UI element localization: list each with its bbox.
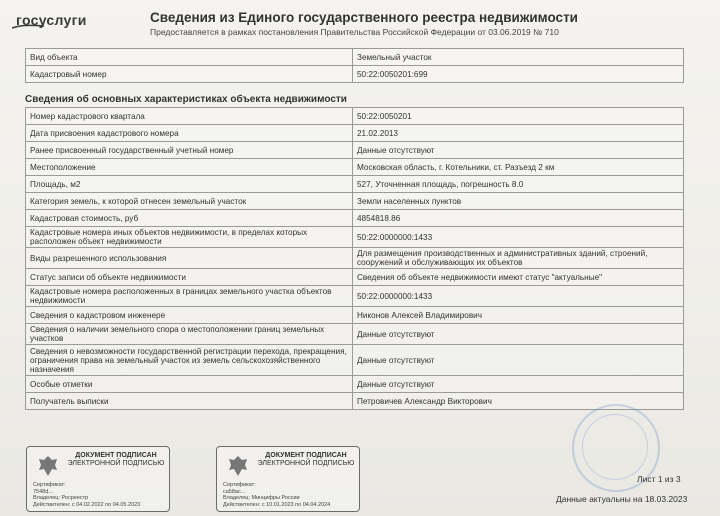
row-key: Вид объекта: [26, 49, 353, 66]
table-row: [26, 193, 684, 210]
row-key: Номер кадастрового квартала: [26, 108, 353, 125]
stamp-title: ДОКУМЕНТ ПОДПИСАН: [75, 452, 157, 459]
table-row: [26, 393, 684, 410]
row-value: Земельный участок: [353, 49, 684, 66]
table-row: [26, 269, 684, 286]
row-value: Данные отсутствуют: [353, 324, 684, 345]
row-value: Для размещения производственных и административных зданий, строений, сооружений и обслуживающих их объектов: [353, 248, 684, 269]
stamp-valid: Действителен: с 04.02.2022 по 04.05.2023: [33, 501, 141, 508]
row-value: 4854818.86: [353, 210, 684, 227]
table-row: [26, 108, 684, 125]
row-key: Особые отметки: [26, 376, 353, 393]
table-row: [26, 307, 684, 324]
table-row: [26, 286, 684, 307]
table-row: [26, 159, 684, 176]
stamp-cert-label: Сертификат:: [223, 482, 256, 488]
row-value: Никонов Алексей Владимирович: [353, 307, 684, 324]
row-key: Кадастровые номера расположенных в границах земельного участка объектов недвижимости: [26, 286, 353, 307]
stamp-owner: Владелец: Минцифры России: [223, 495, 300, 501]
sheet-number: Лист 1 из 3: [637, 474, 681, 484]
stamp-cert-id: ca58ac...: [223, 488, 246, 495]
row-value: 50:22:0000000:1433: [353, 286, 684, 307]
stamp-owner: Владелец: Росреестр: [33, 495, 89, 501]
data-actual-date: Данные актуальны на 18.03.2023: [556, 494, 688, 504]
stamp-subtitle: ЭЛЕКТРОННОЙ ПОДПИСЬЮ: [257, 460, 355, 467]
row-value: 50:22:0050201:699: [353, 66, 684, 83]
row-key: Ранее присвоенный государственный учетный номер: [26, 142, 353, 159]
table-row: [26, 66, 684, 83]
object-table: [25, 48, 684, 83]
row-key: Статус записи об объекте недвижимости: [26, 269, 353, 286]
row-key: Дата присвоения кадастрового номера: [26, 125, 353, 142]
row-value: 50:22:0000000:1433: [353, 227, 684, 248]
document-title: Сведения из Единого государственного реестра недвижимости: [150, 10, 578, 25]
coat-of-arms-icon: [35, 453, 61, 479]
row-value: Данные отсутствуют: [353, 376, 684, 393]
row-key: Категория земель, к которой отнесен земельный участок: [26, 193, 353, 210]
row-value: Данные отсутствуют: [353, 142, 684, 159]
table-row: [26, 227, 684, 248]
row-value: 50:22:0050201: [353, 108, 684, 125]
row-value: 527, Уточненная площадь, погрешность 8.0: [353, 176, 684, 193]
characteristics-table: [25, 107, 684, 410]
document-subtitle: Предоставляется в рамках постановления Правительства Российской Федерации от 03.06.2019 № 710: [150, 27, 559, 37]
row-key: Кадастровый номер: [26, 66, 353, 83]
gosuslugi-logo: [16, 12, 87, 28]
row-key: Сведения о невозможности государственной регистрации перехода, прекращения, ограничения права на земельный участок из земель сельскохозяйственного назначения: [26, 345, 353, 376]
table-row: [26, 49, 684, 66]
row-key: Виды разрешенного использования: [26, 248, 353, 269]
logo-swoosh-icon: [12, 24, 44, 30]
stamp-valid: Действителен: с 10.01.2023 по 04.04.2024: [223, 501, 331, 508]
row-value: Данные отсутствуют: [353, 345, 684, 376]
row-value: Земли населенных пунктов: [353, 193, 684, 210]
row-key: Кадастровые номера иных объектов недвижимости, в пределах которых расположен объект недвижимости: [26, 227, 353, 248]
table-row: [26, 176, 684, 193]
row-value: Петровичев Александр Викторович: [353, 393, 684, 410]
row-key: Кадастровая стоимость, руб: [26, 210, 353, 227]
stamp-cert-id: 7548d...: [33, 488, 53, 495]
table-row: [26, 125, 684, 142]
row-value: Сведения об объекте недвижимости имеют статус "актуальные": [353, 269, 684, 286]
row-value: 21.02.2013: [353, 125, 684, 142]
signature-stamp: [216, 446, 360, 512]
table-row: [26, 142, 684, 159]
row-value: Московская область, г. Котельники, ст. Разъезд 2 км: [353, 159, 684, 176]
row-key: Получатель выписки: [26, 393, 353, 410]
table-row: [26, 210, 684, 227]
row-key: Сведения о наличии земельного спора о местоположении границ земельных участков: [26, 324, 353, 345]
table-row: [26, 345, 684, 376]
coat-of-arms-icon: [225, 453, 251, 479]
row-key: Площадь, м2: [26, 176, 353, 193]
row-key: Сведения о кадастровом инженере: [26, 307, 353, 324]
signature-stamp: [26, 446, 170, 512]
stamp-subtitle: ЭЛЕКТРОННОЙ ПОДПИСЬЮ: [67, 460, 165, 467]
table-row: [26, 248, 684, 269]
logo-text: госуслуги: [16, 12, 87, 28]
table-row: [26, 376, 684, 393]
row-key: Местоположение: [26, 159, 353, 176]
section-title: Сведения об основных характеристиках объекта недвижимости: [25, 94, 347, 105]
stamp-cert-label: Сертификат:: [33, 482, 66, 488]
table-row: [26, 324, 684, 345]
stamp-title: ДОКУМЕНТ ПОДПИСАН: [265, 452, 347, 459]
